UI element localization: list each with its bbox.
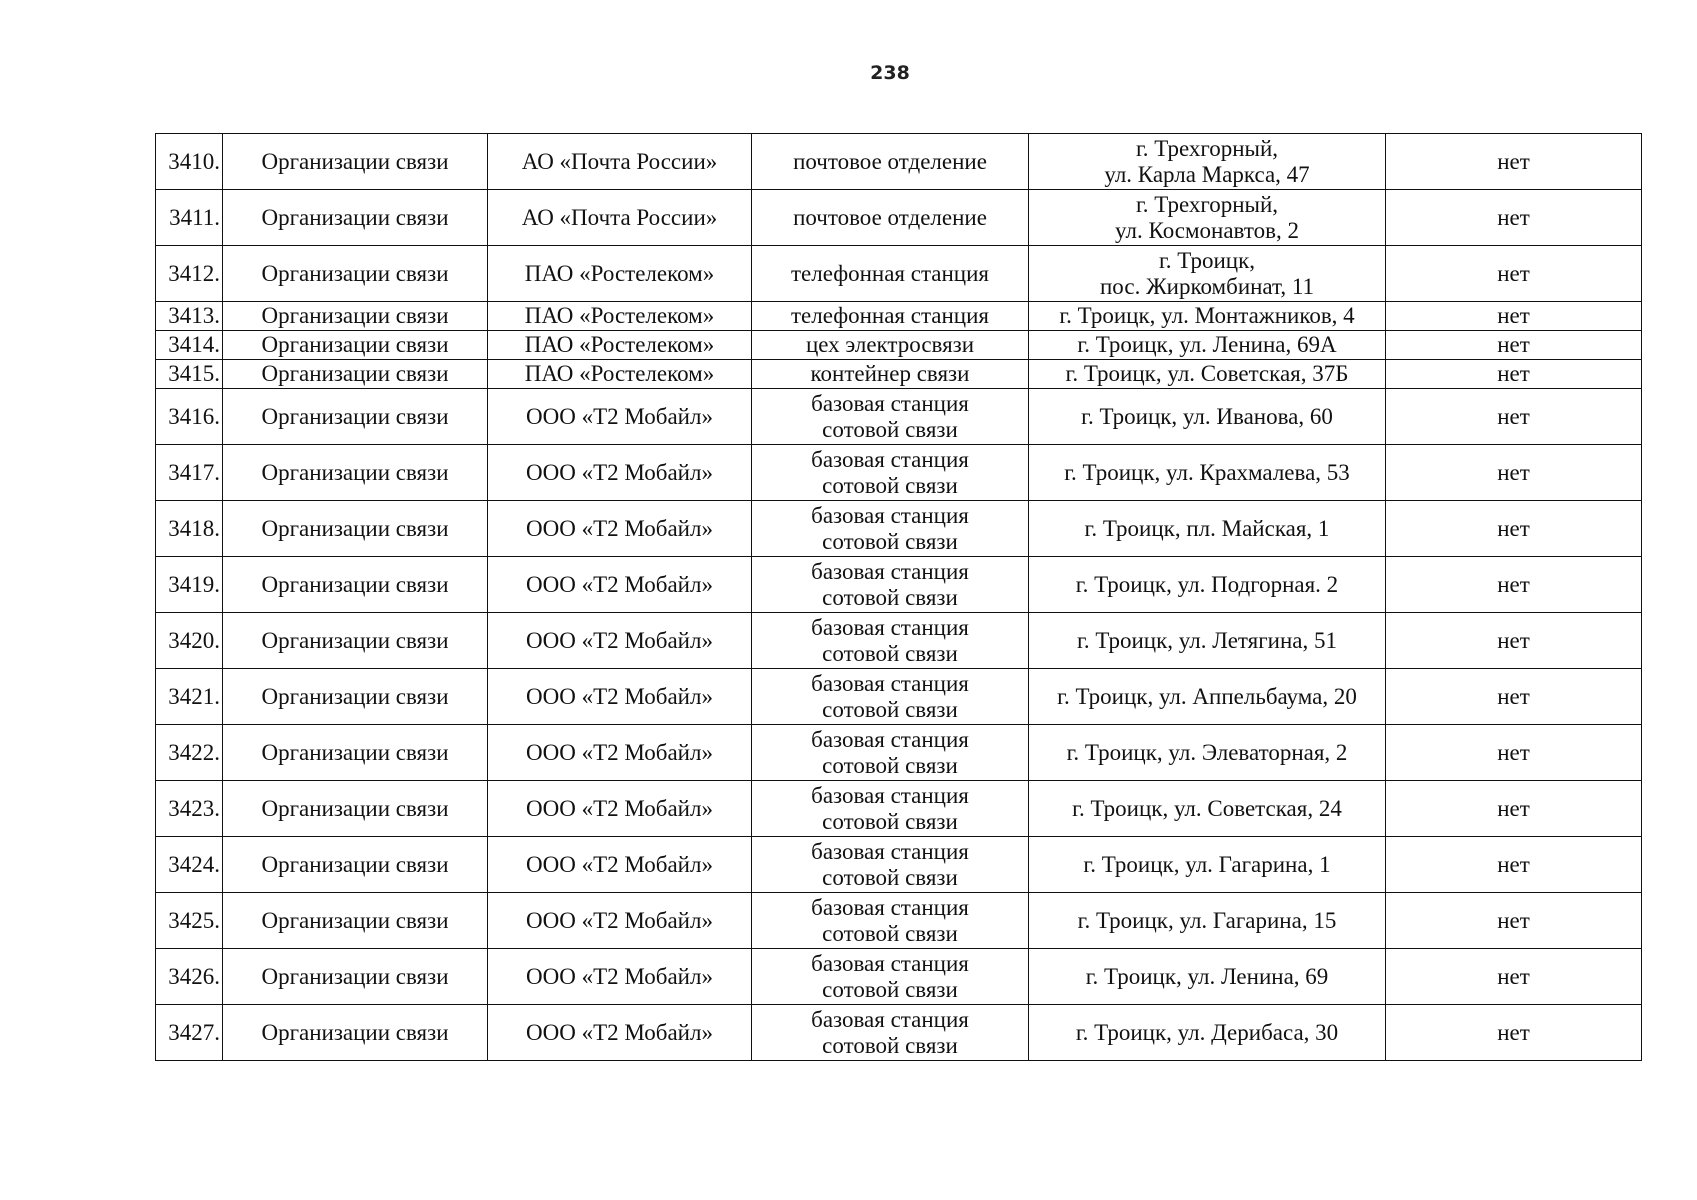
status-cell: нет <box>1386 613 1642 669</box>
address-cell <box>1029 669 1386 725</box>
object-type-cell <box>752 445 1029 501</box>
category-cell: Организации связи <box>223 246 488 302</box>
row-number-cell: 3416. <box>156 389 223 445</box>
object-type-line: базовая станция <box>811 782 969 808</box>
object-type-line: сотовой связи <box>822 584 958 610</box>
address-line: г. Троицк, ул. Советская, 37Б <box>1065 361 1349 386</box>
row-number-cell: 3418. <box>156 501 223 557</box>
address-line: г. Троицк, ул. Монтажников, 4 <box>1059 303 1355 328</box>
address-cell <box>1029 331 1386 360</box>
status-cell: нет <box>1386 246 1642 302</box>
status-cell: нет <box>1386 190 1642 246</box>
organization-cell: ООО «Т2 Мобайл» <box>488 613 752 669</box>
organization-cell: ПАО «Ростелеком» <box>488 246 752 302</box>
object-type-cell <box>752 557 1029 613</box>
organization-cell: ООО «Т2 Мобайл» <box>488 445 752 501</box>
category-cell: Организации связи <box>223 302 488 331</box>
object-type-line: телефонная станция <box>790 303 990 328</box>
row-number-cell: 3410. <box>156 134 223 190</box>
table-row <box>156 781 1642 837</box>
address-cell <box>1029 781 1386 837</box>
status-cell: нет <box>1386 389 1642 445</box>
table-row <box>156 134 1642 190</box>
object-type-line: сотовой связи <box>822 528 958 554</box>
category-cell: Организации связи <box>223 331 488 360</box>
object-type-cell <box>752 949 1029 1005</box>
object-type-line: базовая станция <box>811 502 969 528</box>
organization-cell: ООО «Т2 Мобайл» <box>488 781 752 837</box>
row-number-cell: 3427. <box>156 1005 223 1061</box>
registry-table <box>155 133 1642 1061</box>
object-type-cell <box>752 669 1029 725</box>
category-cell: Организации связи <box>223 557 488 613</box>
address-cell <box>1029 893 1386 949</box>
object-type-line: базовая станция <box>811 390 969 416</box>
object-type-line: почтовое отделение <box>793 148 987 174</box>
status-cell: нет <box>1386 781 1642 837</box>
object-type-cell <box>752 302 1029 331</box>
table-row <box>156 302 1642 331</box>
object-type-cell <box>752 389 1029 445</box>
object-type-line: сотовой связи <box>822 472 958 498</box>
object-type-cell <box>752 331 1029 360</box>
address-line: г. Троицк, ул. Гагарина, 15 <box>1077 907 1337 933</box>
category-cell: Организации связи <box>223 725 488 781</box>
organization-cell: ООО «Т2 Мобайл» <box>488 893 752 949</box>
organization-cell: ПАО «Ростелеком» <box>488 331 752 360</box>
row-number-cell: 3421. <box>156 669 223 725</box>
organization-cell: ООО «Т2 Мобайл» <box>488 949 752 1005</box>
object-type-cell <box>752 501 1029 557</box>
organization-cell: ООО «Т2 Мобайл» <box>488 501 752 557</box>
status-cell: нет <box>1386 302 1642 331</box>
category-cell: Организации связи <box>223 949 488 1005</box>
address-cell <box>1029 190 1386 246</box>
address-line: г. Троицк, ул. Гагарина, 1 <box>1083 851 1331 877</box>
object-type-cell <box>752 246 1029 302</box>
address-line: г. Троицк, пл. Майская, 1 <box>1084 515 1330 541</box>
category-cell: Организации связи <box>223 445 488 501</box>
object-type-line: базовая станция <box>811 726 969 752</box>
table-row <box>156 669 1642 725</box>
row-number-cell: 3411. <box>156 190 223 246</box>
status-cell: нет <box>1386 557 1642 613</box>
object-type-line: базовая станция <box>811 614 969 640</box>
address-line: г. Троицк, ул. Подгорная. 2 <box>1075 571 1339 597</box>
object-type-line: цех электросвязи <box>805 332 975 357</box>
object-type-cell <box>752 781 1029 837</box>
category-cell: Организации связи <box>223 781 488 837</box>
organization-cell: ООО «Т2 Мобайл» <box>488 389 752 445</box>
address-cell <box>1029 949 1386 1005</box>
object-type-line: базовая станция <box>811 670 969 696</box>
object-type-cell <box>752 190 1029 246</box>
object-type-line: базовая станция <box>811 1006 969 1032</box>
row-number-cell: 3419. <box>156 557 223 613</box>
object-type-line: сотовой связи <box>822 696 958 722</box>
address-cell <box>1029 1005 1386 1061</box>
object-type-line: сотовой связи <box>822 920 958 946</box>
row-number-cell: 3424. <box>156 837 223 893</box>
object-type-cell <box>752 134 1029 190</box>
address-cell <box>1029 557 1386 613</box>
address-cell <box>1029 725 1386 781</box>
category-cell: Организации связи <box>223 669 488 725</box>
address-line: г. Троицк, ул. Ленина, 69 <box>1085 963 1329 989</box>
table-row <box>156 949 1642 1005</box>
row-number-cell: 3425. <box>156 893 223 949</box>
registry-table-body <box>156 134 1642 1061</box>
row-number-cell: 3414. <box>156 331 223 360</box>
address-line: г. Троицк, ул. Крахмалева, 53 <box>1064 459 1350 485</box>
organization-cell: ПАО «Ростелеком» <box>488 302 752 331</box>
organization-cell: ООО «Т2 Мобайл» <box>488 557 752 613</box>
organization-cell: ООО «Т2 Мобайл» <box>488 837 752 893</box>
category-cell: Организации связи <box>223 360 488 389</box>
organization-cell: АО «Почта России» <box>488 190 752 246</box>
address-cell <box>1029 360 1386 389</box>
row-number-cell: 3422. <box>156 725 223 781</box>
status-cell: нет <box>1386 501 1642 557</box>
object-type-line: сотовой связи <box>822 1032 958 1058</box>
address-cell <box>1029 134 1386 190</box>
row-number-cell: 3426. <box>156 949 223 1005</box>
address-line: г. Троицк, ул. Летягина, 51 <box>1076 627 1337 653</box>
status-cell: нет <box>1386 331 1642 360</box>
address-cell <box>1029 302 1386 331</box>
address-line: пос. Жиркомбинат, 11 <box>1099 273 1315 299</box>
organization-cell: ПАО «Ростелеком» <box>488 360 752 389</box>
table-row <box>156 246 1642 302</box>
table-row <box>156 190 1642 246</box>
object-type-cell <box>752 837 1029 893</box>
address-line: г. Троицк, ул. Ленина, 69А <box>1077 332 1337 357</box>
category-cell: Организации связи <box>223 501 488 557</box>
organization-cell: ООО «Т2 Мобайл» <box>488 669 752 725</box>
address-cell <box>1029 389 1386 445</box>
table-row <box>156 837 1642 893</box>
organization-cell: ООО «Т2 Мобайл» <box>488 1005 752 1061</box>
object-type-line: базовая станция <box>811 558 969 584</box>
status-cell: нет <box>1386 360 1642 389</box>
object-type-line: сотовой связи <box>822 752 958 778</box>
address-cell <box>1029 613 1386 669</box>
status-cell: нет <box>1386 445 1642 501</box>
object-type-cell <box>752 613 1029 669</box>
table-row <box>156 613 1642 669</box>
object-type-line: базовая станция <box>811 894 969 920</box>
category-cell: Организации связи <box>223 837 488 893</box>
table-row <box>156 725 1642 781</box>
object-type-line: сотовой связи <box>822 640 958 666</box>
object-type-line: базовая станция <box>811 950 969 976</box>
object-type-line: сотовой связи <box>822 416 958 442</box>
object-type-line: телефонная станция <box>790 260 990 286</box>
row-number-cell: 3423. <box>156 781 223 837</box>
table-row <box>156 331 1642 360</box>
page-number: 238 <box>870 62 910 84</box>
address-line: г. Троицк, ул. Элеваторная, 2 <box>1066 739 1348 765</box>
address-line: г. Троицк, ул. Аппельбаума, 20 <box>1057 683 1357 709</box>
address-cell <box>1029 246 1386 302</box>
status-cell: нет <box>1386 669 1642 725</box>
object-type-line: базовая станция <box>811 446 969 472</box>
row-number-cell: 3417. <box>156 445 223 501</box>
address-line: г. Трехгорный, <box>1135 135 1279 161</box>
address-line: г. Троицк, ул. Советская, 24 <box>1072 795 1342 821</box>
table-row <box>156 557 1642 613</box>
object-type-line: контейнер связи <box>810 361 970 386</box>
object-type-cell <box>752 893 1029 949</box>
status-cell: нет <box>1386 725 1642 781</box>
object-type-line: почтовое отделение <box>793 204 987 230</box>
organization-cell: ООО «Т2 Мобайл» <box>488 725 752 781</box>
address-line: г. Троицк, ул. Дерибаса, 30 <box>1075 1019 1339 1045</box>
address-line: г. Троицк, ул. Иванова, 60 <box>1081 403 1333 429</box>
category-cell: Организации связи <box>223 389 488 445</box>
address-line: г. Трехгорный, <box>1135 191 1279 217</box>
object-type-cell <box>752 725 1029 781</box>
object-type-line: сотовой связи <box>822 864 958 890</box>
object-type-line: сотовой связи <box>822 808 958 834</box>
organization-cell: АО «Почта России» <box>488 134 752 190</box>
address-line: ул. Карла Маркса, 47 <box>1104 161 1310 187</box>
table-row <box>156 389 1642 445</box>
object-type-cell <box>752 1005 1029 1061</box>
status-cell: нет <box>1386 837 1642 893</box>
table-row <box>156 501 1642 557</box>
category-cell: Организации связи <box>223 190 488 246</box>
object-type-cell <box>752 360 1029 389</box>
category-cell: Организации связи <box>223 613 488 669</box>
row-number-cell: 3415. <box>156 360 223 389</box>
object-type-line: базовая станция <box>811 838 969 864</box>
status-cell: нет <box>1386 893 1642 949</box>
status-cell: нет <box>1386 134 1642 190</box>
object-type-line: сотовой связи <box>822 976 958 1002</box>
row-number-cell: 3412. <box>156 246 223 302</box>
address-cell <box>1029 501 1386 557</box>
table-row <box>156 893 1642 949</box>
category-cell: Организации связи <box>223 893 488 949</box>
address-cell <box>1029 445 1386 501</box>
table-row <box>156 1005 1642 1061</box>
status-cell: нет <box>1386 1005 1642 1061</box>
address-cell <box>1029 837 1386 893</box>
category-cell: Организации связи <box>223 1005 488 1061</box>
address-line: г. Троицк, <box>1158 247 1256 273</box>
category-cell: Организации связи <box>223 134 488 190</box>
status-cell: нет <box>1386 949 1642 1005</box>
table-row <box>156 445 1642 501</box>
row-number-cell: 3413. <box>156 302 223 331</box>
row-number-cell: 3420. <box>156 613 223 669</box>
address-line: ул. Космонавтов, 2 <box>1115 217 1299 243</box>
table-row <box>156 360 1642 389</box>
